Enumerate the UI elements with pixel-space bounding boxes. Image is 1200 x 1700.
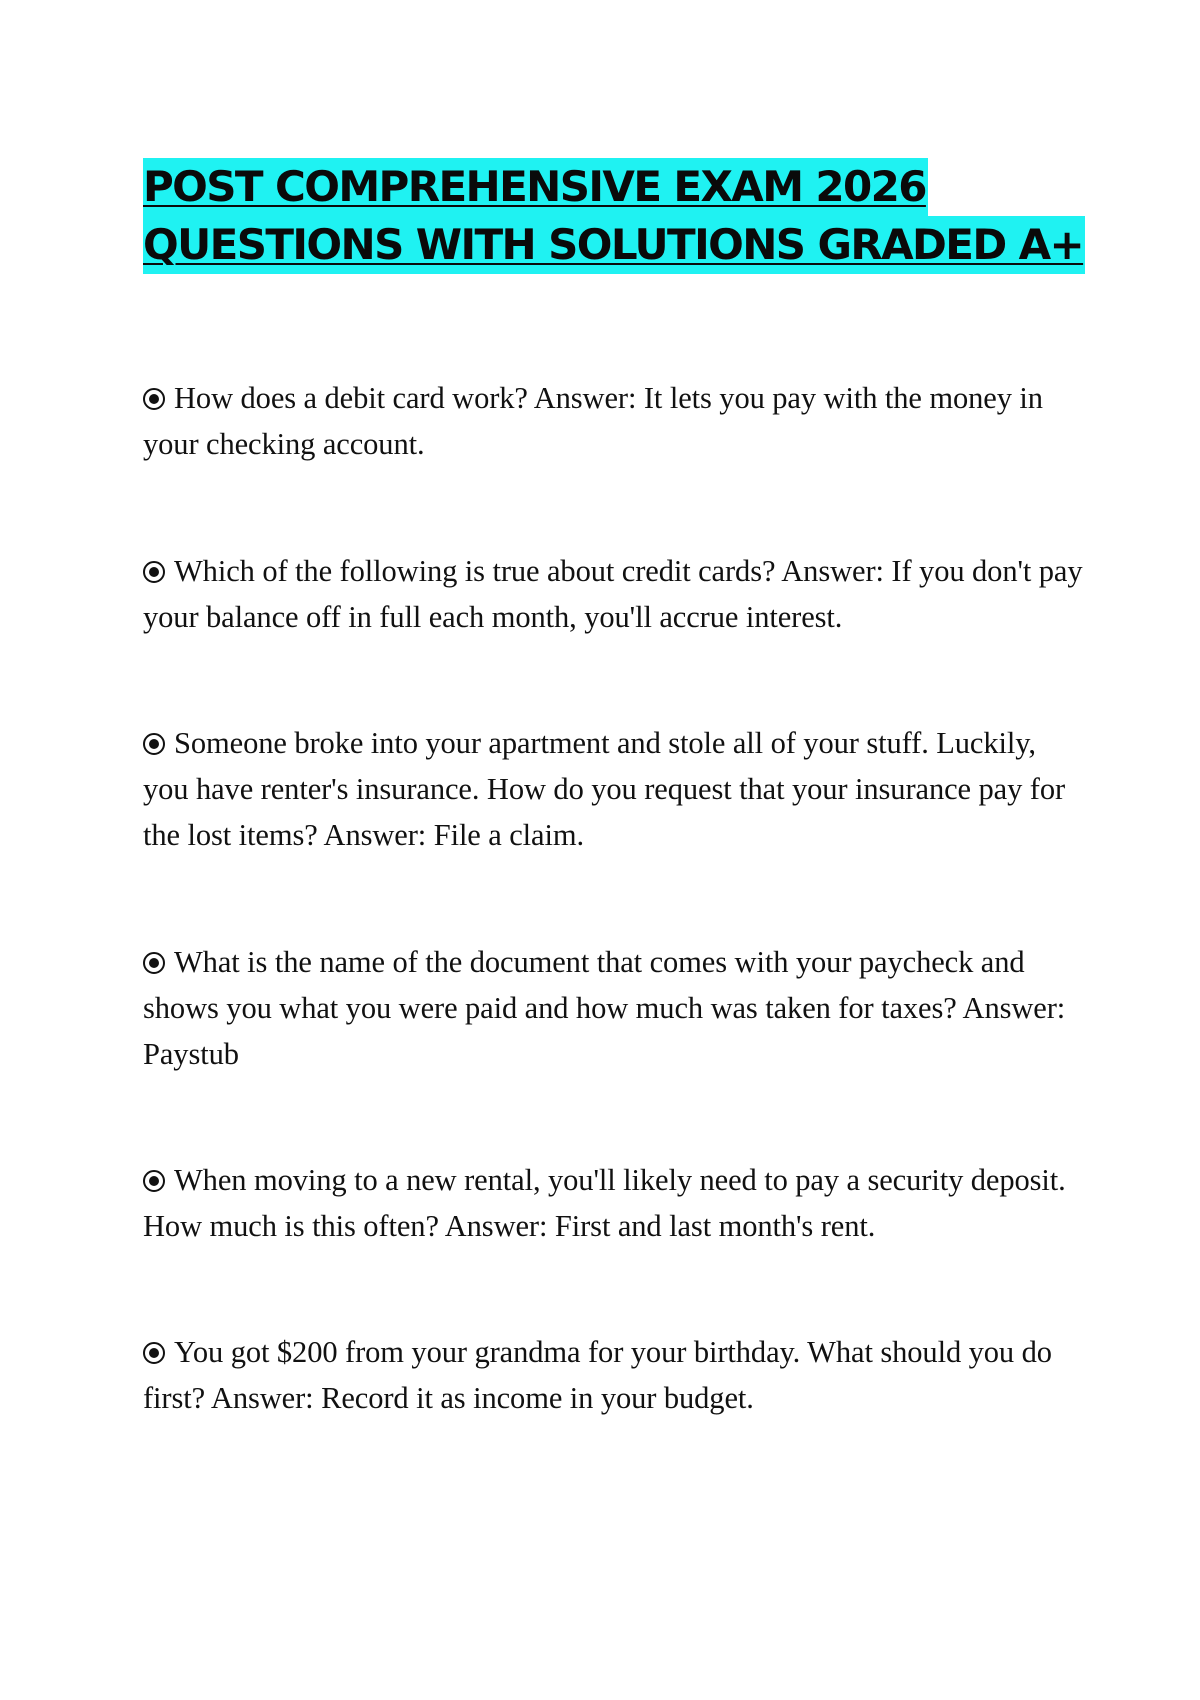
question-item xyxy=(143,548,1083,640)
question-text: You got $200 from your grandma for your birthday. What should you do first? Answer: Record it as income in your budget. xyxy=(143,1335,1052,1415)
question-item xyxy=(143,1329,1083,1421)
question-text: How does a debit card work? Answer: It lets you pay with the money in your checking account. xyxy=(143,381,1043,461)
question-item xyxy=(143,720,1083,858)
radio-bullet-icon xyxy=(143,733,165,755)
question-item xyxy=(143,1157,1083,1249)
radio-bullet-icon xyxy=(143,1170,165,1192)
title-line-1: POST COMPREHENSIVE EXAM 2026 xyxy=(143,158,928,216)
title-line-2: QUESTIONS WITH SOLUTIONS GRADED A+ xyxy=(143,216,1085,274)
radio-bullet-icon xyxy=(143,1342,165,1364)
radio-bullet-icon xyxy=(143,561,165,583)
document-title xyxy=(143,158,1103,274)
question-item xyxy=(143,939,1083,1077)
radio-bullet-icon xyxy=(143,952,165,974)
question-item xyxy=(143,375,1083,467)
radio-bullet-icon xyxy=(143,388,165,410)
question-text: Someone broke into your apartment and stole all of your stuff. Luckily, you have renter's insurance. How do you request that your insurance pay for the lost items? Answer: File a claim. xyxy=(143,726,1066,852)
question-text: When moving to a new rental, you'll likely need to pay a security deposit. How much is this often? Answer: First and last month's rent. xyxy=(143,1163,1066,1243)
question-text: Which of the following is true about credit cards? Answer: If you don't pay your balance off in full each month, you'll accrue interest. xyxy=(143,554,1083,634)
question-text: What is the name of the document that comes with your paycheck and shows you what you were paid and how much was taken for taxes? Answer: Paystub xyxy=(143,945,1066,1071)
